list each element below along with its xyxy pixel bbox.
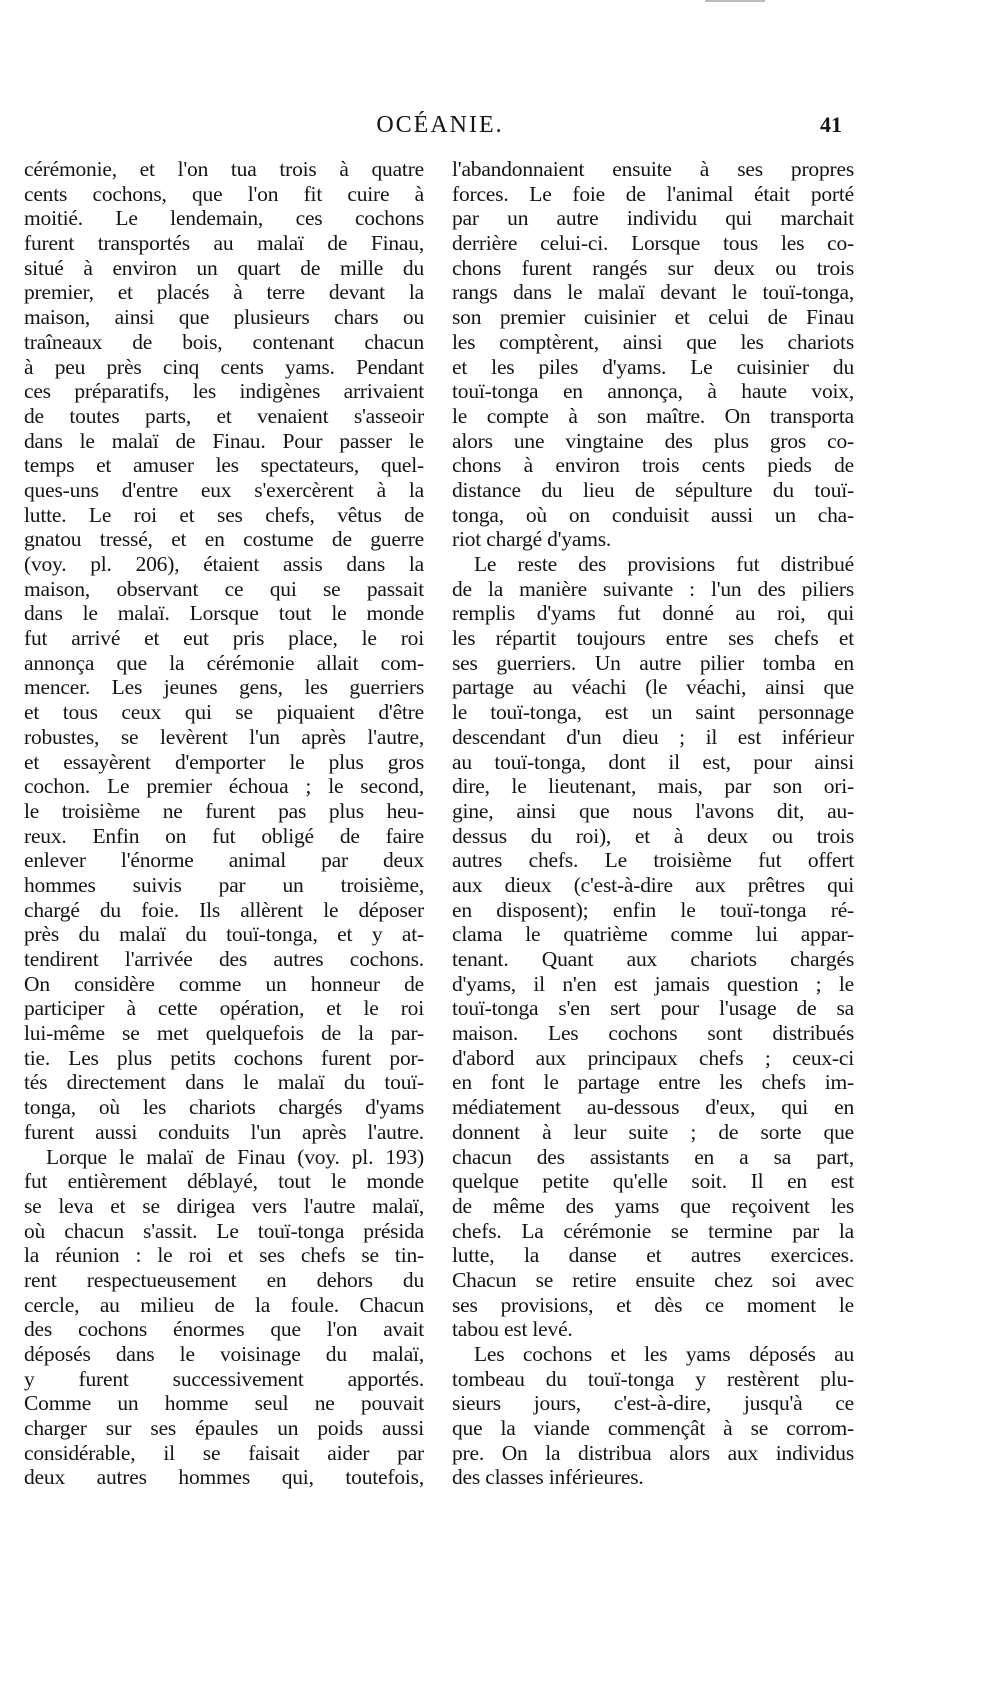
text-line: tombeau du touï-tonga y restèrent plu- bbox=[452, 1366, 854, 1391]
text-line: riot chargé d'yams. bbox=[452, 527, 612, 552]
text-line: cérémonie, et l'on tua trois à quatre bbox=[24, 157, 424, 181]
text-line: Le reste des provisions fut distribué bbox=[474, 552, 854, 576]
text-line: d'abord aux principaux chefs ; ceux-ci bbox=[452, 1045, 854, 1070]
text-line: les répartit toujours entre ses chefs et bbox=[452, 626, 854, 651]
text-line: traîneaux de bois, contenant chacun bbox=[24, 329, 424, 354]
text-line: aux dieux (c'est-à-dire aux prêtres qui bbox=[452, 872, 854, 897]
text-line: les comptèrent, ainsi que les chariots bbox=[452, 329, 854, 354]
text-line: chacun des assistants en a sa part, bbox=[452, 1144, 854, 1169]
paragraph bbox=[452, 1342, 854, 1490]
text-line: remplis d'yams fut donné au roi, qui bbox=[452, 601, 854, 626]
text-line: médiatement au-dessous d'eux, qui en bbox=[452, 1095, 854, 1120]
text-line: quelque petite qu'elle soit. Il en est bbox=[452, 1169, 854, 1194]
text-line: donnent à leur suite ; de sorte que bbox=[452, 1119, 854, 1144]
text-line: distance du lieu de sépulture du touï- bbox=[452, 477, 854, 502]
left-column bbox=[24, 157, 424, 1490]
page-number: 41 bbox=[820, 112, 842, 137]
text-line: ses provisions, et dès ce moment le bbox=[452, 1292, 854, 1317]
text-line: près du malaï du touï-tonga, et y at- bbox=[24, 922, 424, 947]
text-line: temps et amuser les spectateurs, quel- bbox=[24, 453, 424, 478]
text-line: tés directement dans le malaï du touï- bbox=[24, 1070, 424, 1095]
text-line: furent aussi conduits l'un après l'autre. bbox=[24, 1119, 424, 1144]
text-line: descendant d'un dieu ; il est inférieur bbox=[452, 724, 854, 749]
text-line: tenant. Quant aux chariots chargés bbox=[452, 947, 854, 971]
text-line: au touï-tonga, dont il est, pour ainsi bbox=[452, 749, 854, 774]
text-line: pre. On la distribua alors aux individus bbox=[452, 1440, 854, 1465]
text-line: Comme un homme seul ne pouvait bbox=[24, 1391, 424, 1416]
text-line: ses guerriers. Un autre pilier tomba en bbox=[452, 650, 854, 675]
text-line: rangs dans le malaï devant le touï-tonga, bbox=[452, 280, 854, 305]
text-line: chons à environ trois cents pieds de bbox=[452, 453, 854, 478]
text-line: deux autres hommes qui, toutefois, bbox=[24, 1465, 424, 1490]
text-line: des cochons énormes que l'on avait bbox=[24, 1317, 424, 1342]
right-column bbox=[452, 157, 854, 1490]
text-line: et les piles d'yams. Le cuisinier du bbox=[452, 354, 854, 379]
text-line: furent transportés au malaï de Finau, bbox=[24, 231, 424, 256]
text-line: cents cochons, que l'on fit cuire à bbox=[24, 181, 424, 206]
scan-mark bbox=[705, 0, 765, 2]
paragraph bbox=[24, 1145, 424, 1491]
text-line: participer à cette opération, et le roi bbox=[24, 996, 424, 1021]
text-line: tonga, où les chariots chargés d'yams bbox=[24, 1095, 424, 1120]
text-line: dessus du roi), et à deux ou trois bbox=[452, 823, 854, 848]
text-line: Les cochons et les yams déposés au bbox=[474, 1342, 854, 1366]
text-line: annonça que la cérémonie allait com- bbox=[24, 650, 424, 675]
text-line: de même des yams que reçoivent les bbox=[452, 1193, 854, 1218]
text-line: ques-uns d'entre eux s'exercèrent à la bbox=[24, 477, 424, 502]
text-line: touï-tonga s'en sert pour l'usage de sa bbox=[452, 996, 854, 1021]
text-line: à peu près cinq cents yams. Pendant bbox=[24, 354, 424, 379]
text-line: et tous ceux qui se piquaient d'être bbox=[24, 700, 424, 725]
text-line: dans le malaï de Finau. Pour passer le bbox=[24, 428, 424, 453]
text-line: maison, observant ce qui se passait bbox=[24, 576, 424, 601]
text-line: la réunion : le roi et ses chefs se tin- bbox=[24, 1243, 424, 1268]
text-line: le touï-tonga, est un saint personnage bbox=[452, 700, 854, 725]
text-line: de toutes parts, et venaient s'asseoir bbox=[24, 403, 424, 428]
text-line: d'yams, il n'en est jamais question ; le bbox=[452, 971, 854, 996]
text-line: que la viande commençât à se corrom- bbox=[452, 1416, 854, 1441]
text-line: dire, le lieutenant, mais, par son ori- bbox=[452, 774, 854, 799]
text-line: Lorque le malaï de Finau (voy. pl. 193) bbox=[46, 1144, 424, 1169]
text-line: de la manière suivante : l'un des piliers bbox=[452, 576, 854, 601]
text-line: l'abandonnaient ensuite à ses propres bbox=[452, 157, 854, 181]
text-line: par un autre individu qui marchait bbox=[452, 206, 854, 231]
text-line: chons furent rangés sur deux ou trois bbox=[452, 255, 854, 280]
text-line: fut entièrement déblayé, tout le monde bbox=[24, 1169, 424, 1194]
text-line: touï-tonga en annonça, à haute voix, bbox=[452, 379, 854, 404]
text-line: autres chefs. Le troisième fut offert bbox=[452, 848, 854, 873]
text-line: gnatou tressé, et en costume de guerre bbox=[24, 527, 424, 552]
text-line: situé à environ un quart de mille du bbox=[24, 255, 424, 280]
text-line: clama le quatrième comme lui appar- bbox=[452, 922, 854, 947]
text-line: charger sur ses épaules un poids aussi bbox=[24, 1416, 424, 1441]
text-line: dans le malaï. Lorsque tout le monde bbox=[24, 601, 424, 626]
text-line: forces. Le foie de l'animal était porté bbox=[452, 181, 854, 206]
text-line: hommes suivis par un troisième, bbox=[24, 872, 424, 897]
text-line: maison. Les cochons sont distribués bbox=[452, 1021, 854, 1046]
text-line: reux. Enfin on fut obligé de faire bbox=[24, 823, 424, 848]
text-line: en disposent); enfin le touï-tonga ré- bbox=[452, 897, 854, 922]
page-title: OCÉANIE. bbox=[376, 112, 504, 138]
text-line: ces préparatifs, les indigènes arrivaient bbox=[24, 379, 424, 404]
paragraph bbox=[452, 552, 854, 1342]
text-line: déposés dans le voisinage du malaï, bbox=[24, 1342, 424, 1366]
text-line: des classes inférieures. bbox=[452, 1465, 644, 1490]
text-line: lutte. Le roi et ses chefs, vêtus de bbox=[24, 502, 424, 527]
text-line: rent respectueusement en dehors du bbox=[24, 1267, 424, 1292]
text-line: premier, et placés à terre devant la bbox=[24, 280, 424, 305]
text-line: moitié. Le lendemain, ces cochons bbox=[24, 206, 424, 231]
text-line: lui-même se met quelquefois de la par- bbox=[24, 1021, 424, 1046]
text-line: alors une vingtaine des plus gros co- bbox=[452, 428, 854, 453]
text-line: sieurs jours, c'est-à-dire, jusqu'à ce bbox=[452, 1391, 854, 1416]
text-line: se leva et se dirigea vers l'autre malaï, bbox=[24, 1193, 424, 1218]
text-line: en font le partage entre les chefs im- bbox=[452, 1070, 854, 1095]
text-line: cochon. Le premier échoua ; le second, bbox=[24, 774, 424, 799]
running-header bbox=[0, 112, 1000, 142]
text-line: tonga, où on conduisit aussi un cha- bbox=[452, 502, 854, 527]
text-line: lutte, la danse et autres exercices. bbox=[452, 1243, 854, 1268]
text-line: considérable, il se faisait aider par bbox=[24, 1440, 424, 1465]
text-line: y furent successivement apportés. bbox=[24, 1366, 424, 1391]
text-line: fut arrivé et eut pris place, le roi bbox=[24, 626, 424, 651]
text-line: Chacun se retire ensuite chez soi avec bbox=[452, 1267, 854, 1292]
text-line: tendirent l'arrivée des autres cochons. bbox=[24, 947, 424, 971]
text-line: le compte à son maître. On transporta bbox=[452, 403, 854, 428]
text-line: chargé du foie. Ils allèrent le déposer bbox=[24, 897, 424, 922]
text-line: On considère comme un honneur de bbox=[24, 971, 424, 996]
text-line: enlever l'énorme animal par deux bbox=[24, 848, 424, 873]
text-line: gine, ainsi que nous l'avons dit, au- bbox=[452, 798, 854, 823]
text-line: tabou est levé. bbox=[452, 1317, 573, 1342]
text-line: partage au véachi (le véachi, ainsi que bbox=[452, 675, 854, 700]
text-line: le troisième ne furent pas plus heu- bbox=[24, 798, 424, 823]
text-line: et essayèrent d'emporter le plus gros bbox=[24, 749, 424, 774]
text-line: (voy. pl. 206), étaient assis dans la bbox=[24, 552, 424, 576]
text-line: robustes, se levèrent l'un après l'autre, bbox=[24, 724, 424, 749]
text-line: son premier cuisinier et celui de Finau bbox=[452, 305, 854, 330]
text-line: chefs. La cérémonie se termine par la bbox=[452, 1218, 854, 1243]
text-line: derrière celui-ci. Lorsque tous les co- bbox=[452, 231, 854, 256]
text-line: où chacun s'assit. Le touï-tonga présida bbox=[24, 1218, 424, 1243]
paragraph bbox=[452, 157, 854, 552]
text-line: tie. Les plus petits cochons furent por- bbox=[24, 1045, 424, 1070]
paragraph bbox=[24, 157, 424, 1145]
text-line: cercle, au milieu de la foule. Chacun bbox=[24, 1292, 424, 1317]
text-line: mencer. Les jeunes gens, les guerriers bbox=[24, 675, 424, 700]
text-line: maison, ainsi que plusieurs chars ou bbox=[24, 305, 424, 330]
